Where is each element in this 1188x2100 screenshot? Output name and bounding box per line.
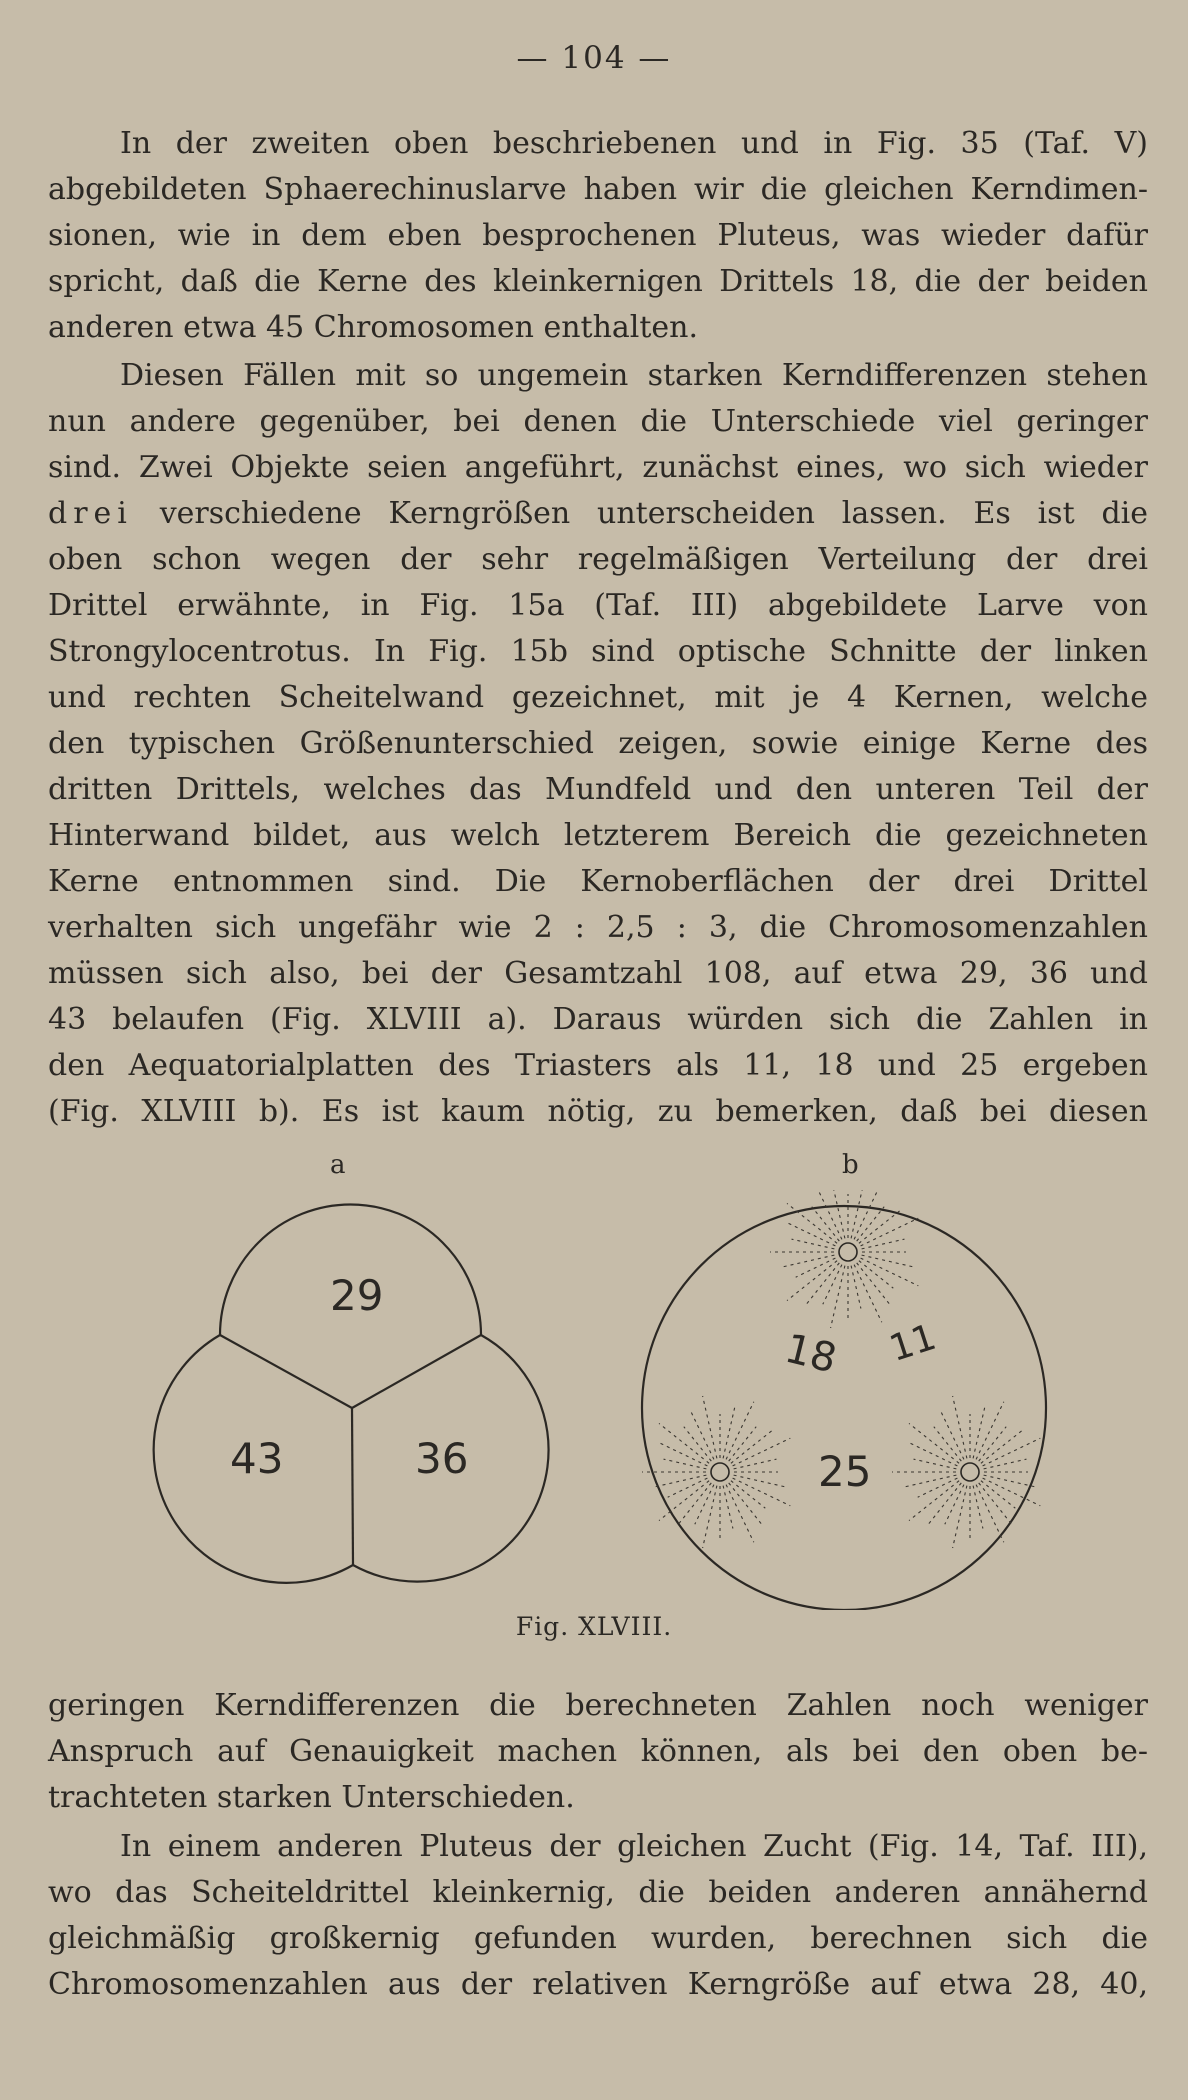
aster-ray-left <box>691 1411 714 1460</box>
aster-ray-left <box>695 1485 714 1525</box>
aster-ray-left <box>723 1486 733 1529</box>
page-number: — 104 — <box>516 40 672 76</box>
aster-ray-left <box>733 1478 791 1506</box>
text-line: Chromosomenzahlen aus der relativen Kerngröße auf etwa 28, 40, <box>48 1967 1148 2002</box>
aster-ray-right <box>909 1443 958 1466</box>
aster-ray-top <box>857 1207 885 1241</box>
aster-ray-left <box>733 1438 791 1466</box>
aster-ray-right <box>979 1427 1007 1461</box>
aster-ray-right <box>909 1423 959 1463</box>
aster-ray-right <box>904 1475 957 1487</box>
figure-label-b: b <box>842 1150 859 1180</box>
aster-ray-right <box>981 1481 1015 1509</box>
aster-ray-left <box>723 1406 735 1459</box>
aster-ray-left <box>731 1481 765 1509</box>
aster-ray-right <box>973 1486 983 1529</box>
text-line: müssen sich also, bei der Gesamtzahl 108, auf etwa 29, 36 und <box>48 956 1148 991</box>
aster-ray-top <box>823 1265 842 1305</box>
figure-b-value-bottom: 25 <box>818 1447 872 1496</box>
aster-ray-right <box>914 1459 957 1469</box>
aster-ray-left <box>729 1427 757 1461</box>
aster-ray-left <box>664 1459 707 1469</box>
aster-ray-right <box>918 1478 958 1497</box>
aster-ray-top <box>862 1255 915 1267</box>
aster-ray-right <box>984 1459 1027 1469</box>
figure-a-value-top: 29 <box>330 1271 384 1320</box>
aster-ray-left <box>726 1402 754 1460</box>
text-line: sionen, wie in dem eben besprochenen Pluteus, was wieder dafür <box>48 218 1148 253</box>
text-line: oben schon wegen der sehr regelmäßigen Verteilung der drei <box>48 542 1148 577</box>
aster-ray-top <box>859 1210 901 1244</box>
text-line: In der zweiten oben beschriebenen und in Fig. 35 (Taf. V) <box>120 126 1148 161</box>
aster-ray-left <box>703 1486 717 1548</box>
aster-ray-right <box>979 1483 1013 1525</box>
text-line: Strongylocentrotus. In Fig. 15b sind optische Schnitte der linken <box>48 634 1148 669</box>
text-line: Kerne entnommen sind. Die Kernoberflächen der drei Drittel <box>48 864 1148 899</box>
aster-ray-right <box>981 1430 1023 1464</box>
aster-ray-right <box>983 1438 1041 1466</box>
text-line: (Fig. XLVIII b). Es ist kaum nötig, zu bemerken, daß bei diesen <box>48 1094 1148 1129</box>
aster-ray-right <box>976 1402 1004 1460</box>
text-line: anderen etwa 45 Chromosomen enthalten. <box>48 310 699 345</box>
aster-ray-right <box>928 1483 962 1525</box>
aster-ray-top <box>854 1190 882 1239</box>
text-line: spricht, daß die Kerne des kleinkernigen Drittels 18, die der beiden <box>48 264 1148 299</box>
text-line-with-emphasis <box>48 491 1148 537</box>
paragraph-4 <box>48 1824 1148 2008</box>
text-line: Hinterwand bildet, aus welch letzterem Bereich die gezeichneten <box>48 818 1148 853</box>
text-line: sind. Zwei Objekte seien angeführt, zunächst eines, wo sich wieder <box>48 450 1148 485</box>
aster-ray-left <box>659 1423 709 1463</box>
text-line: nun andere gegenüber, bei denen die Unterschiede viel geringer <box>48 404 1148 439</box>
paragraph-2 <box>48 353 1148 1135</box>
aster-ray-top <box>862 1239 905 1249</box>
text-line: abgebildeten Sphaerechinuslarve haben wir die gleichen Kerndimen- <box>48 172 1148 207</box>
figure-label-a: a <box>330 1150 346 1180</box>
aster-ray-left <box>734 1475 787 1487</box>
aster-ray-right <box>984 1475 1037 1487</box>
aster-ray-left <box>703 1396 717 1458</box>
aster-ray-left <box>734 1459 777 1469</box>
aster-ray-top <box>792 1239 835 1249</box>
aster-ray-right <box>945 1485 964 1525</box>
text-line: Diesen Fällen mit so ungemein starken Kerndifferenzen stehen <box>120 358 1148 393</box>
aster-ray-left <box>668 1478 708 1497</box>
figure-a-divider-right <box>352 1335 481 1408</box>
text-line: den typischen Größenunterschied zeigen, sowie einige Kerne des <box>48 726 1148 761</box>
figure-a-value-right: 36 <box>415 1434 469 1483</box>
paragraph-1 <box>48 121 1148 351</box>
text-line: 43 belaufen (Fig. XLVIII a). Daraus würden sich die Zahlen in <box>48 1002 1148 1037</box>
figure-a-diagram <box>140 1190 560 1590</box>
aster-ray-top <box>819 1191 842 1240</box>
aster-ray-top <box>831 1266 845 1328</box>
aster-ray-left <box>678 1483 712 1525</box>
figure-a-divider-vertical <box>352 1408 353 1565</box>
figure-b-value-upper-left: 18 <box>780 1325 841 1383</box>
aster-ray-top <box>861 1258 919 1286</box>
aster-ray-top <box>787 1223 836 1246</box>
aster-ray-right <box>973 1406 985 1459</box>
aster-ray-top <box>851 1266 861 1309</box>
text-line: geringen Kerndifferenzen die berechneten Zahlen noch weniger <box>48 1688 1148 1723</box>
text-line: trachteten starken Unterschieden. <box>48 1780 575 1815</box>
figure-b-value-upper-right: 11 <box>884 1316 942 1370</box>
aster-ray-left <box>659 1481 709 1521</box>
text-line: dritten Drittels, welches das Mundfeld und den unteren Teil der <box>48 772 1148 807</box>
aster-ray-top <box>851 1190 863 1238</box>
aster-ray-left <box>654 1475 707 1487</box>
text-line: wo das Scheiteldrittel kleinkernig, die beiden anderen annähernd <box>48 1875 1148 1910</box>
aster-center-left <box>711 1463 729 1481</box>
text-line: den Aequatorialplatten des Triasters als 11, 18 und 25 ergeben <box>48 1048 1148 1083</box>
text-line-rest: verschiedene Kerngrößen unterscheiden lassen. Es ist die <box>132 496 1148 531</box>
text-line: Drittel erwähnte, in Fig. 15a (Taf. III) abgebildete Larve von <box>48 588 1148 623</box>
aster-ray-top <box>861 1218 919 1246</box>
paragraph-3 <box>48 1683 1148 1821</box>
aster-center-right <box>961 1463 979 1481</box>
aster-ray-top <box>857 1263 891 1305</box>
aster-ray-left <box>729 1483 763 1525</box>
text-line: In einem anderen Pluteus der gleichen Zucht (Fig. 14, Taf. III), <box>120 1829 1148 1864</box>
emphasis-drei: drei <box>48 496 133 531</box>
aster-ray-top <box>859 1261 893 1289</box>
figure-b-outline <box>642 1206 1046 1610</box>
aster-ray-top <box>796 1258 836 1277</box>
aster-ray-top <box>854 1265 882 1323</box>
aster-ray-right <box>941 1411 964 1460</box>
figure-a-value-left: 43 <box>230 1434 284 1483</box>
text-line: Anspruch auf Genauigkeit machen können, als bei den oben be- <box>48 1734 1148 1769</box>
aster-ray-left <box>659 1443 708 1466</box>
aster-ray-left <box>731 1430 773 1464</box>
text-line: und rechten Scheitelwand gezeichnet, mit je 4 Kernen, welche <box>48 680 1148 715</box>
text-line: verhalten sich ungefähr wie 2 : 2,5 : 3, die Chromosomenzahlen <box>48 910 1148 945</box>
aster-ray-top <box>787 1261 837 1301</box>
aster-ray-top <box>782 1255 835 1267</box>
figure-a-divider-left <box>220 1335 352 1408</box>
aster-ray-top <box>806 1263 840 1305</box>
aster-ray-right <box>909 1481 959 1521</box>
aster-ray-left <box>726 1485 754 1543</box>
figure-caption: Fig. XLVIII. <box>515 1612 673 1641</box>
aster-ray-right <box>976 1485 1004 1543</box>
figure-b-diagram <box>638 1190 1058 1610</box>
aster-center-top <box>839 1243 857 1261</box>
text-line: gleichmäßig großkernig gefunden wurden, berechnen sich die <box>48 1921 1148 1956</box>
aster-ray-right <box>953 1486 967 1548</box>
aster-ray-right <box>953 1396 967 1458</box>
